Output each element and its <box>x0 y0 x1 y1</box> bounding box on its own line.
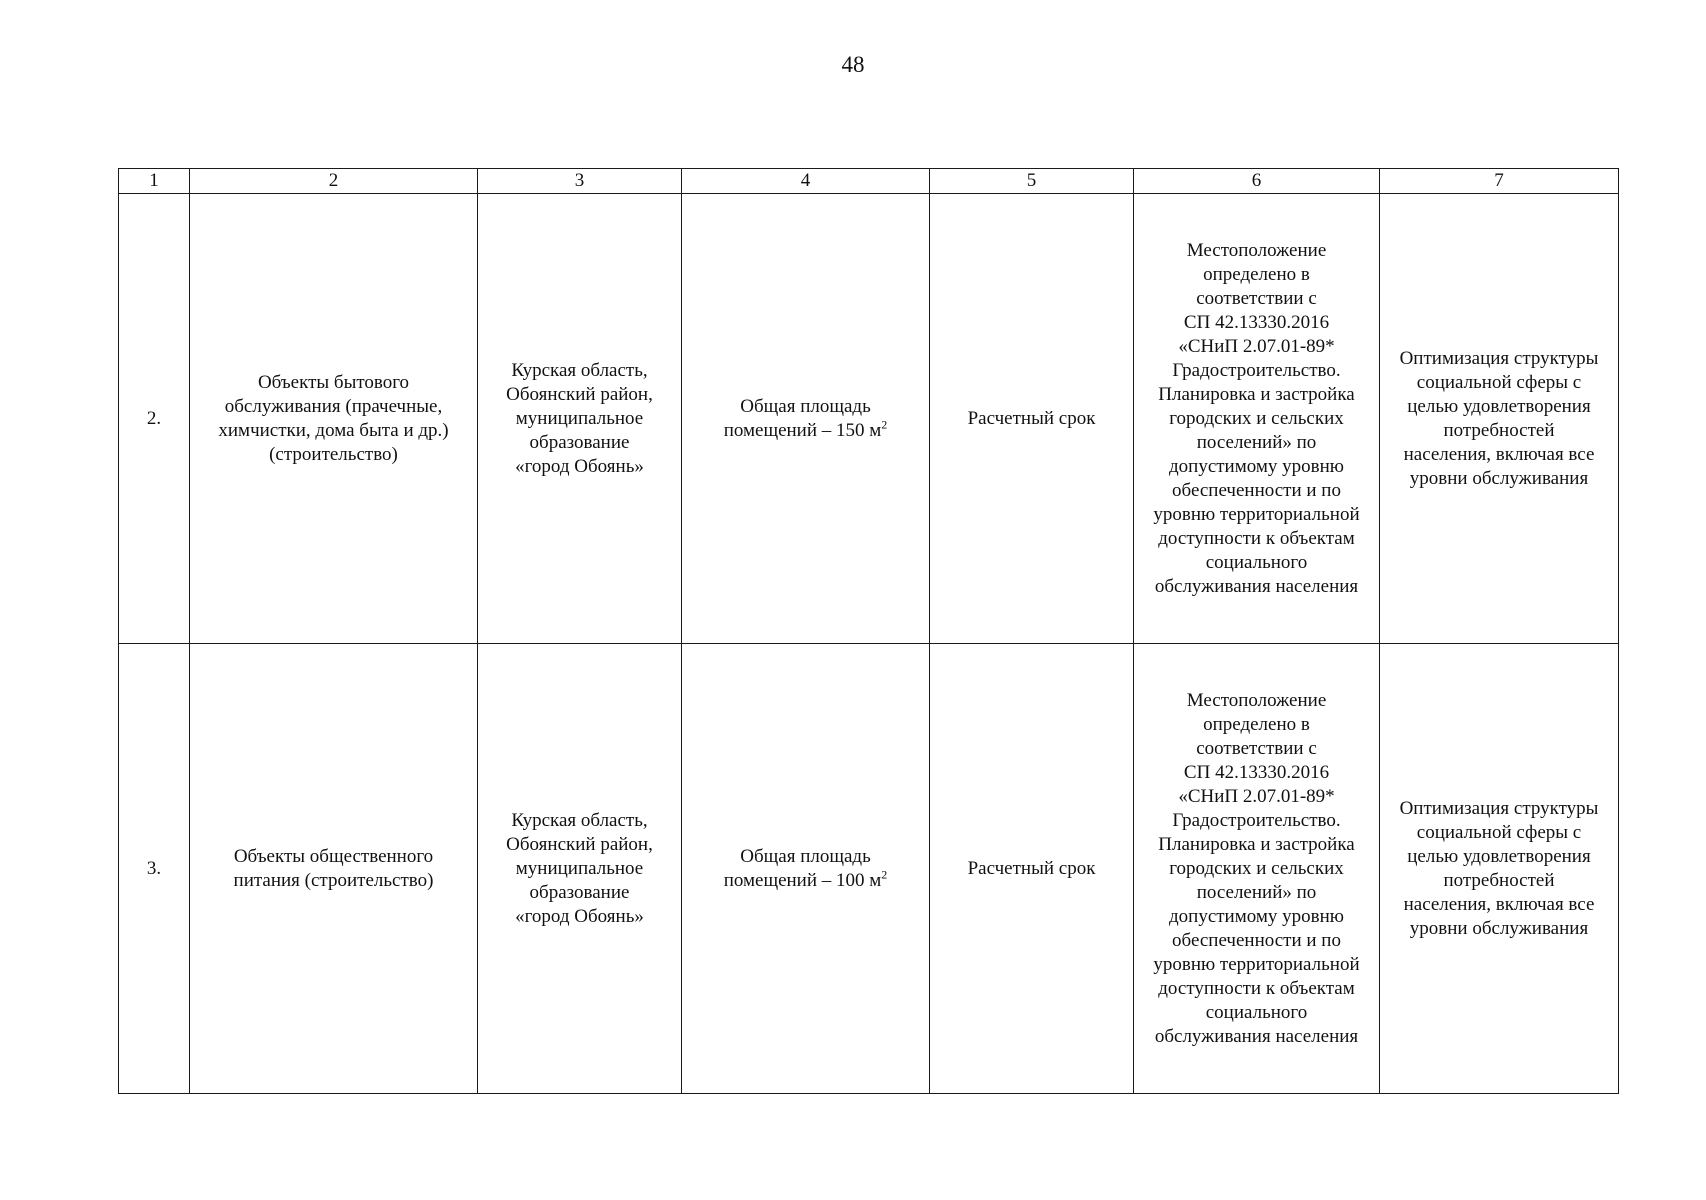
location-basis-line: Планировка и застройка <box>1158 833 1355 855</box>
purpose-line: потребностей <box>1443 869 1555 891</box>
location-basis-line: соответствии с <box>1196 737 1317 759</box>
location-line: Курская область, <box>511 359 648 381</box>
location-basis-line: СП 42.13330.2016 <box>1183 761 1330 783</box>
column-number: 5 <box>930 169 1134 194</box>
purpose-line: уровни обслуживания <box>1409 467 1589 489</box>
location-line: «город Обоянь» <box>515 455 644 477</box>
location-basis-line: определено в <box>1203 713 1310 735</box>
purpose <box>1380 194 1619 644</box>
purpose-line: социальной сферы с <box>1416 821 1582 843</box>
location-line: образование <box>529 431 630 453</box>
location-basis-line: Градостроительство. <box>1172 359 1341 381</box>
area-line: Общая площадь <box>740 395 871 417</box>
location-basis-line: обеспеченности и по <box>1172 479 1341 501</box>
location-basis-line: Планировка и застройка <box>1158 383 1355 405</box>
area-line: Общая площадь <box>740 845 871 867</box>
object-description-line: Объекты общественного <box>233 845 434 867</box>
area-unit-exponent: 2 <box>881 867 888 882</box>
location-basis-line: социального <box>1205 551 1308 573</box>
object-description-line: питания (строительство) <box>233 869 434 891</box>
object-description <box>190 644 478 1094</box>
location-basis-line: Градостроительство. <box>1172 809 1341 831</box>
location-basis-line: городских и сельских <box>1169 857 1344 879</box>
implementation-term: Расчетный срок <box>930 644 1134 1094</box>
area-value: помещений – 150 м <box>723 419 882 441</box>
location <box>478 644 682 1094</box>
table-row <box>119 644 1619 1094</box>
object-description <box>190 194 478 644</box>
location-basis-line: соответствии с <box>1196 287 1317 309</box>
location-basis <box>1134 644 1380 1094</box>
implementation-term: Расчетный срок <box>930 194 1134 644</box>
row-number: 3. <box>119 644 190 1094</box>
location-basis-line: поселений» по <box>1196 431 1317 453</box>
page-number: 48 <box>841 52 865 77</box>
purpose-line: Оптимизация структуры <box>1399 797 1599 819</box>
area <box>682 194 930 644</box>
location-basis-line: определено в <box>1203 263 1310 285</box>
location <box>478 194 682 644</box>
location-basis-line: обеспеченности и по <box>1172 929 1341 951</box>
table-row <box>119 194 1619 644</box>
location-basis-line: социального <box>1205 1001 1308 1023</box>
purpose-line: Оптимизация структуры <box>1399 347 1599 369</box>
column-number: 2 <box>190 169 478 194</box>
location-basis-line: уровню территориальной <box>1153 953 1360 975</box>
column-number: 6 <box>1134 169 1380 194</box>
purpose-line: уровни обслуживания <box>1409 917 1589 939</box>
column-number: 1 <box>119 169 190 194</box>
column-number: 7 <box>1380 169 1619 194</box>
location-basis-line: доступности к объектам <box>1158 527 1355 549</box>
column-number-row <box>119 169 1619 194</box>
location-basis-line: «СНиП 2.07.01-89* <box>1178 785 1335 807</box>
purpose-line: целью удовлетворения <box>1407 845 1591 867</box>
purpose-line: целью удовлетворения <box>1407 395 1591 417</box>
location-basis-line: допустимому уровню <box>1168 455 1344 477</box>
location-line: Обоянский район, <box>506 833 653 855</box>
location-basis-line: обслуживания населения <box>1154 1025 1359 1047</box>
purpose-line: социальной сферы с <box>1416 371 1582 393</box>
object-description-line: (строительство) <box>269 443 398 465</box>
location-basis-line: уровню территориальной <box>1153 503 1360 525</box>
purpose <box>1380 644 1619 1094</box>
location-line: «город Обоянь» <box>515 905 644 927</box>
location-basis-line: городских и сельских <box>1169 407 1344 429</box>
location-basis <box>1134 194 1380 644</box>
location-line: муниципальное <box>515 857 644 879</box>
object-description-line: обслуживания (прачечные, <box>224 395 443 417</box>
location-basis-line: обслуживания населения <box>1154 575 1359 597</box>
location-basis-line: «СНиП 2.07.01-89* <box>1178 335 1335 357</box>
area <box>682 644 930 1094</box>
location-line: муниципальное <box>515 407 644 429</box>
location-basis-line: допустимому уровню <box>1168 905 1344 927</box>
location-line: Курская область, <box>511 809 648 831</box>
column-number: 4 <box>682 169 930 194</box>
row-number: 2. <box>119 194 190 644</box>
location-basis-line: СП 42.13330.2016 <box>1183 311 1330 333</box>
location-basis-line: Местоположение <box>1186 239 1327 261</box>
purpose-line: населения, включая все <box>1403 893 1595 915</box>
area-unit-exponent: 2 <box>881 417 888 432</box>
location-line: Обоянский район, <box>506 383 653 405</box>
purpose-line: потребностей <box>1443 419 1555 441</box>
planning-table <box>118 168 1619 1094</box>
object-description-line: химчистки, дома быта и др.) <box>218 419 449 441</box>
location-basis-line: Местоположение <box>1186 689 1327 711</box>
location-basis-line: доступности к объектам <box>1158 977 1355 999</box>
location-basis-line: поселений» по <box>1196 881 1317 903</box>
object-description-line: Объекты бытового <box>257 371 410 393</box>
location-line: образование <box>529 881 630 903</box>
column-number: 3 <box>478 169 682 194</box>
area-line <box>688 419 923 443</box>
area-value: помещений – 100 м <box>723 869 882 891</box>
area-line <box>688 869 923 893</box>
purpose-line: населения, включая все <box>1403 443 1595 465</box>
